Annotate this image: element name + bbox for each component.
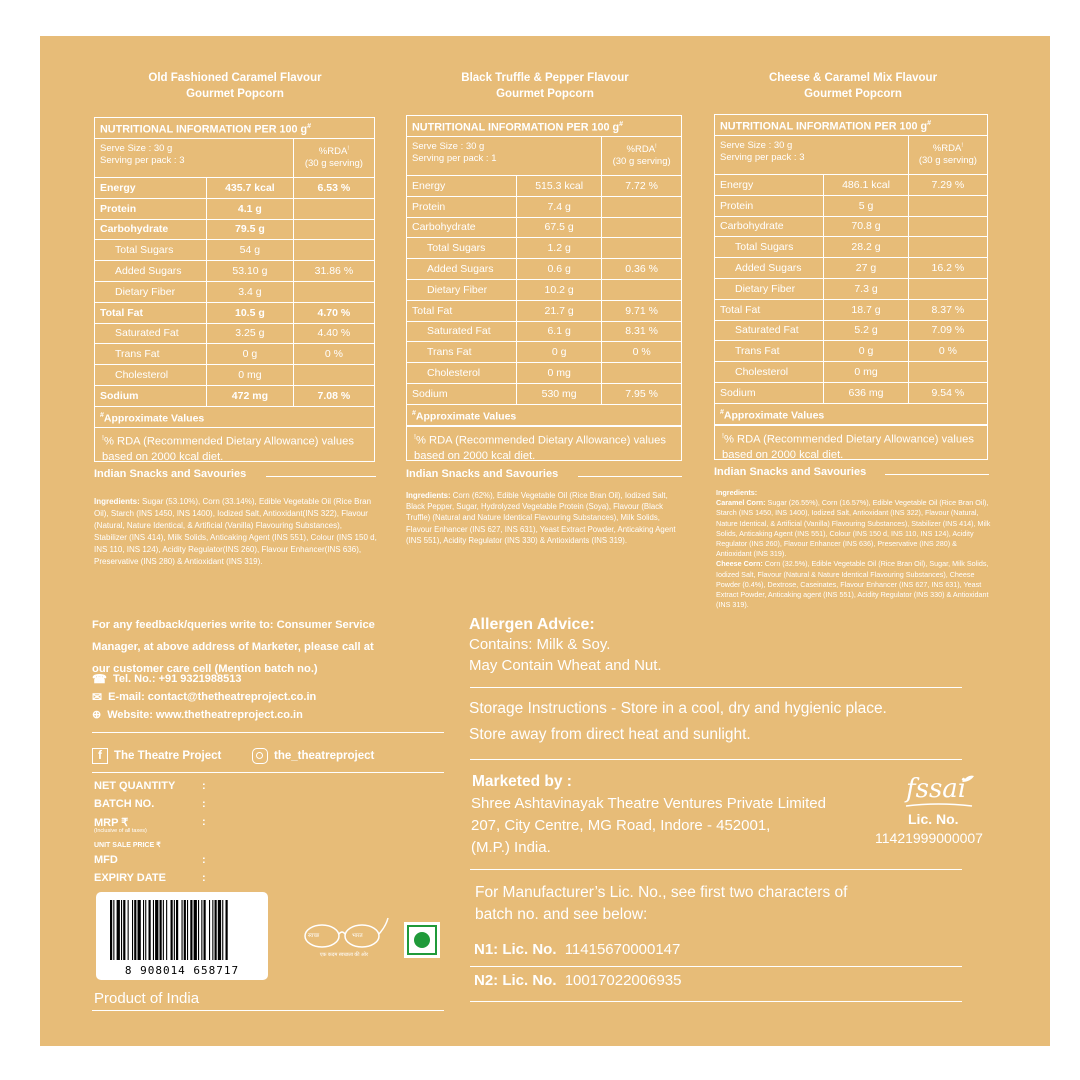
mfd-label: MFD bbox=[94, 854, 118, 866]
storage-line2: Store away from direct heat and sunlight. bbox=[469, 726, 751, 743]
marketed-by-line1: Shree Ashtavinayak Theatre Ventures Private Limited bbox=[471, 795, 826, 812]
divider bbox=[470, 1001, 962, 1002]
nutrient-label: Added Sugars bbox=[95, 261, 207, 282]
nutrient-value: 5.2 g bbox=[824, 320, 909, 341]
nutrient-rda: 4.40 % bbox=[293, 323, 374, 344]
barcode-bar bbox=[184, 900, 186, 960]
nutrient-value: 1.2 g bbox=[517, 238, 602, 259]
marketed-by-line2: 207, City Centre, MG Road, Indore - 452001, bbox=[471, 817, 771, 834]
nutrient-value: 0 mg bbox=[824, 362, 909, 383]
panel-1-title-line1: Old Fashioned Caramel Flavour bbox=[148, 72, 322, 84]
divider bbox=[92, 732, 444, 733]
manufacturer-line1: For Manufacturer’s Lic. No., see first two characters of bbox=[475, 884, 848, 901]
nutrient-label: Energy bbox=[407, 176, 517, 197]
nutrient-label: Protein bbox=[95, 198, 207, 219]
divider bbox=[470, 966, 962, 967]
rda-note-1: !% RDA (Recommended Dietary Allowance) values based on 2000 kcal diet. bbox=[94, 427, 375, 462]
nutrient-row bbox=[407, 321, 682, 342]
nutrient-value: 0 mg bbox=[207, 365, 294, 386]
panel-3-title bbox=[718, 70, 988, 102]
nutrient-label: Sodium bbox=[715, 382, 824, 403]
nutrient-row bbox=[95, 365, 375, 386]
nutrient-rda: 7.72 % bbox=[602, 176, 682, 197]
barcode-bar bbox=[110, 900, 112, 960]
nutrient-value: 435.7 kcal bbox=[207, 178, 294, 199]
nutrient-value: 18.7 g bbox=[824, 299, 909, 320]
n2-license bbox=[474, 971, 681, 991]
nutrient-row bbox=[715, 382, 988, 403]
rda-header: %RDA! (30 g serving) bbox=[293, 139, 374, 178]
nutrient-label: Dietary Fiber bbox=[715, 278, 824, 299]
category-label-3: Indian Snacks and Savouries bbox=[714, 466, 867, 478]
serving-row bbox=[407, 137, 682, 176]
nutrient-row bbox=[715, 299, 988, 320]
n1-number: 11415670000147 bbox=[564, 941, 681, 958]
barcode-bar bbox=[190, 900, 192, 960]
nutrient-label: Trans Fat bbox=[95, 344, 207, 365]
nutrient-label: Dietary Fiber bbox=[407, 279, 517, 300]
email-icon: ✉ bbox=[92, 690, 103, 704]
nutrient-value: 27 g bbox=[824, 258, 909, 279]
phone-icon: ☎ bbox=[92, 672, 107, 686]
nutrient-label: Saturated Fat bbox=[95, 323, 207, 344]
nutrient-value: 3.4 g bbox=[207, 281, 294, 302]
barcode bbox=[96, 892, 268, 980]
barcode-bar bbox=[212, 900, 213, 960]
nutrition-header: NUTRITIONAL INFORMATION PER 100 g# bbox=[95, 118, 375, 139]
nutrient-rda bbox=[908, 216, 987, 237]
divider bbox=[578, 476, 682, 477]
fssai-lic-label: Lic. No. bbox=[908, 811, 959, 827]
nutrient-row bbox=[95, 261, 375, 282]
nutrition-header: NUTRITIONAL INFORMATION PER 100 g# bbox=[715, 115, 988, 136]
nutrient-label: Trans Fat bbox=[715, 341, 824, 362]
approx-note: #Approximate Values bbox=[95, 406, 375, 427]
allergen-line2: May Contain Wheat and Nut. bbox=[469, 657, 662, 674]
nutrient-value: 4.1 g bbox=[207, 198, 294, 219]
feedback-text: For any feedback/queries write to: Consumer Service Manager, at above address of Marketer, please call at our customer care cell (Mention batch no.) bbox=[92, 619, 375, 675]
approx-note: #Approximate Values bbox=[715, 403, 988, 424]
contact-website: ⊕ Website: www.thetheatreproject.co.in bbox=[92, 708, 303, 721]
nutrient-rda: 4.70 % bbox=[293, 302, 374, 323]
nutrient-label: Total Sugars bbox=[715, 237, 824, 258]
nutrient-value: 67.5 g bbox=[517, 217, 602, 238]
rda-note-3: !% RDA (Recommended Dietary Allowance) values based on 2000 kcal diet. bbox=[714, 425, 988, 460]
nutrient-row bbox=[715, 320, 988, 341]
barcode-bar bbox=[117, 900, 120, 960]
nutrient-row bbox=[715, 237, 988, 258]
nutrient-label: Trans Fat bbox=[407, 342, 517, 363]
bharat-text: भारत bbox=[352, 933, 363, 939]
nutrient-rda: 8.37 % bbox=[908, 299, 987, 320]
swachh-bharat-logo bbox=[298, 916, 390, 962]
nutrient-value: 7.3 g bbox=[824, 278, 909, 299]
approx-note: #Approximate Values bbox=[407, 404, 682, 425]
approx-row bbox=[407, 404, 682, 425]
nutrient-label: Total Fat bbox=[715, 299, 824, 320]
nutrient-row bbox=[715, 278, 988, 299]
nutrient-label: Saturated Fat bbox=[407, 321, 517, 342]
barcode-bar bbox=[201, 900, 202, 960]
nutrient-label: Cholesterol bbox=[715, 362, 824, 383]
rda-note-2: !% RDA (Recommended Dietary Allowance) values based on 2000 kcal diet. bbox=[406, 426, 682, 461]
barcode-bar bbox=[171, 900, 173, 960]
allergen-title: Allergen Advice: bbox=[469, 616, 595, 633]
n2-number: 10017022006935 bbox=[564, 972, 682, 989]
net-quantity-label: NET QUANTITY bbox=[94, 780, 176, 792]
nutrient-label: Total Fat bbox=[95, 302, 207, 323]
nutrient-rda bbox=[602, 238, 682, 259]
barcode-bar bbox=[138, 900, 141, 960]
nutrient-rda bbox=[908, 362, 987, 383]
nutrient-rda bbox=[293, 198, 374, 219]
nutrient-rda: 0 % bbox=[602, 342, 682, 363]
colon: : bbox=[202, 798, 206, 810]
nutrient-rda bbox=[293, 365, 374, 386]
barcode-bar bbox=[160, 900, 162, 960]
nutrient-row bbox=[95, 178, 375, 199]
nutrition-table-2 bbox=[406, 115, 682, 426]
contact-email: ✉ E-mail: contact@thetheatreproject.co.in bbox=[92, 690, 317, 704]
nutrient-rda: 0.36 % bbox=[602, 259, 682, 280]
nutrient-row bbox=[95, 302, 375, 323]
nutrient-label: Protein bbox=[407, 196, 517, 217]
nutrient-value: 472 mg bbox=[207, 385, 294, 406]
batch-no-label: BATCH NO. bbox=[94, 798, 155, 810]
divider bbox=[885, 474, 989, 475]
n1-license bbox=[474, 940, 680, 960]
nutrient-row bbox=[715, 216, 988, 237]
nutrient-row bbox=[407, 383, 682, 404]
nutrient-rda bbox=[602, 279, 682, 300]
barcode-digits: 8 908014 658717 bbox=[124, 964, 240, 977]
nutrient-rda: 7.95 % bbox=[602, 383, 682, 404]
nutrient-row bbox=[95, 198, 375, 219]
nutrient-row bbox=[407, 259, 682, 280]
swachh-tagline: एक कदम स्वच्छता की ओर bbox=[319, 952, 369, 958]
barcode-bar bbox=[218, 900, 221, 960]
nutrient-rda bbox=[602, 217, 682, 238]
nutrient-label: Carbohydrate bbox=[95, 219, 207, 240]
ingredients-3: Ingredients: Caramel Corn: Sugar (26.55%), Corn (16.57%), Edible Vegetable Oil (Rice Bran Oil), Starch (INS 1450, INS 1400), Iodized Salt, Antioxidant (INS 322), Flavour (Natural, Nature Identical, & Artificial (Vanilla) Flavouring Substances), Stabilizer (INS 414), Milk Solids, Anticaking Agent (INS 551), Colour (INS 150 d, INS 110, INS 124), Acidity Regulator (INS 260), Flavour Enhancer (INS 636), Preservative (INS 280) & Antioxidant (INS 319). Cheese Corn: Corn (32.5%), Edible Vegetable Oil (Rice Bran Oil), Sugar, Milk Solids, Iodized Salt, Flavour (Natural & Nature Identical Flavouring Substances), Cheese Powder (0.4%), Dextrose, Caseinates, Flavour Enhancer (INS 627, INS 631), Yeast Extract Powder, Anticaking agent (INS 551), Acidity Regulator (INS 330) & Antioxidant (INS 319). bbox=[716, 488, 991, 610]
veg-mark bbox=[404, 922, 440, 958]
ingredients-2: Ingredients: Corn (62%), Edible Vegetable Oil (Rice Bran Oil), Iodized Salt, Black Pepper, Sugar, Hydrolyzed Vegetable Protein (Soya), Flavour (Black Truffle) (Natural and Nature Identical Flavouring Substances), Milk Solids, Flavour Enhancer (INS 627, INS 631), Yeast Extract Powder, Anticaking Agent (INS 551), Acidity Regulator (INS 330) & Antioxidants (INS 319). bbox=[406, 491, 676, 545]
barcode-bar bbox=[174, 900, 175, 960]
nutrient-value: 54 g bbox=[207, 240, 294, 261]
nutrition-header: NUTRITIONAL INFORMATION PER 100 g# bbox=[407, 116, 682, 137]
nutrient-label: Cholesterol bbox=[407, 363, 517, 384]
divider bbox=[266, 476, 376, 477]
barcode-bar bbox=[187, 900, 188, 960]
nutrient-row bbox=[95, 281, 375, 302]
nutrient-row bbox=[95, 385, 375, 406]
nutrient-rda: 31.86 % bbox=[293, 261, 374, 282]
nutrient-value: 3.25 g bbox=[207, 323, 294, 344]
nutrient-value: 530 mg bbox=[517, 383, 602, 404]
nutrient-value: 70.8 g bbox=[824, 216, 909, 237]
panel-1-title-line2: Gourmet Popcorn bbox=[186, 88, 284, 100]
panel-2-title-line1: Black Truffle & Pepper Flavour bbox=[461, 72, 629, 84]
nutrient-label: Added Sugars bbox=[715, 258, 824, 279]
colon: : bbox=[202, 816, 206, 828]
nutrient-row bbox=[715, 362, 988, 383]
barcode-bar bbox=[226, 900, 228, 960]
nutrient-value: 21.7 g bbox=[517, 300, 602, 321]
fssai-logo bbox=[902, 772, 976, 808]
colon: : bbox=[202, 872, 206, 884]
serving-info: Serve Size : 30 g Serving per pack : 1 bbox=[407, 137, 602, 176]
nutrient-value: 636 mg bbox=[824, 382, 909, 403]
manufacturer-line2: batch no. and see below: bbox=[475, 906, 648, 923]
nutrient-rda bbox=[293, 281, 374, 302]
nutrient-label: Total Fat bbox=[407, 300, 517, 321]
nutrient-row bbox=[95, 323, 375, 344]
barcode-bar bbox=[209, 900, 210, 960]
nutrient-rda: 9.71 % bbox=[602, 300, 682, 321]
barcode-bar bbox=[204, 900, 206, 960]
serving-info: Serve Size : 30 g Serving per pack : 3 bbox=[715, 136, 909, 175]
panel-2-title bbox=[410, 70, 680, 102]
barcode-bar bbox=[134, 900, 136, 960]
nutrient-value: 7.4 g bbox=[517, 196, 602, 217]
nutrient-value: 0 g bbox=[517, 342, 602, 363]
nutrient-label: Saturated Fat bbox=[715, 320, 824, 341]
barcode-bar bbox=[166, 900, 167, 960]
barcode-bar bbox=[143, 900, 144, 960]
nutrition-table-3 bbox=[714, 114, 988, 425]
colon: : bbox=[202, 854, 206, 866]
contact-tel: ☎ Tel. No.: +91 9321988513 bbox=[92, 672, 242, 686]
approx-row bbox=[715, 403, 988, 424]
fssai-logo-text: fssai bbox=[906, 774, 967, 804]
nutrient-row bbox=[95, 219, 375, 240]
nutrient-rda: 9.54 % bbox=[908, 382, 987, 403]
barcode-bar bbox=[163, 900, 164, 960]
nutrient-rda: 0 % bbox=[293, 344, 374, 365]
nutrient-value: 53.10 g bbox=[207, 261, 294, 282]
nutrient-rda bbox=[293, 240, 374, 261]
nutrient-value: 515.3 kcal bbox=[517, 176, 602, 197]
social-instagram: the_theatreproject bbox=[252, 748, 374, 764]
barcode-bar bbox=[222, 900, 223, 960]
panel-1-title bbox=[100, 70, 370, 102]
barcode-bar bbox=[121, 900, 122, 960]
serving-row bbox=[715, 136, 988, 175]
nutrient-value: 6.1 g bbox=[517, 321, 602, 342]
veg-dot-icon bbox=[414, 932, 430, 948]
nutrient-value: 486.1 kcal bbox=[824, 175, 909, 196]
divider bbox=[92, 1010, 444, 1011]
rda-header: %RDA! (30 g serving) bbox=[602, 137, 682, 176]
nutrient-rda bbox=[602, 363, 682, 384]
nutrient-value: 0 g bbox=[824, 341, 909, 362]
nutrient-row bbox=[95, 240, 375, 261]
nutrient-label: Carbohydrate bbox=[407, 217, 517, 238]
nutrient-rda: 0 % bbox=[908, 341, 987, 362]
nutrient-row bbox=[407, 363, 682, 384]
rda-header: %RDA! (30 g serving) bbox=[908, 136, 987, 175]
nutrient-rda bbox=[293, 219, 374, 240]
nutrient-value: 10.2 g bbox=[517, 279, 602, 300]
approx-row bbox=[95, 406, 375, 427]
barcode-bar bbox=[194, 900, 197, 960]
expiry-date-label: EXPIRY DATE bbox=[94, 872, 166, 884]
fssai-lic-number: 11421999000007 bbox=[875, 830, 983, 846]
nutrient-value: 79.5 g bbox=[207, 219, 294, 240]
nutrition-header-row bbox=[407, 116, 682, 137]
nutrient-label: Energy bbox=[95, 178, 207, 199]
nutrient-value: 10.5 g bbox=[207, 302, 294, 323]
nutrient-row bbox=[407, 238, 682, 259]
divider bbox=[470, 687, 962, 688]
panel-2-title-line2: Gourmet Popcorn bbox=[496, 88, 594, 100]
nutrient-value: 28.2 g bbox=[824, 237, 909, 258]
nutrient-row bbox=[715, 341, 988, 362]
nutrient-rda bbox=[908, 237, 987, 258]
n1-label: N1: Lic. No. bbox=[474, 941, 557, 958]
divider bbox=[470, 759, 962, 760]
nutrient-label: Dietary Fiber bbox=[95, 281, 207, 302]
barcode-bar bbox=[155, 900, 158, 960]
barcode-bar bbox=[215, 900, 217, 960]
nutrient-row bbox=[407, 300, 682, 321]
nutrient-label: Sodium bbox=[95, 385, 207, 406]
nutrient-rda bbox=[908, 195, 987, 216]
storage-line1: Storage Instructions - Store in a cool, dry and hygienic place. bbox=[469, 700, 887, 717]
nutrient-rda: 7.29 % bbox=[908, 175, 987, 196]
nutrient-label: Total Sugars bbox=[407, 238, 517, 259]
nutrient-row bbox=[95, 344, 375, 365]
divider bbox=[92, 772, 444, 773]
nutrient-label: Added Sugars bbox=[407, 259, 517, 280]
unit-sale-price-label: UNIT SALE PRICE ₹ bbox=[94, 842, 161, 849]
mrp-note: (Inclusive of all taxes) bbox=[94, 828, 147, 834]
barcode-bar bbox=[145, 900, 146, 960]
colon: : bbox=[202, 780, 206, 792]
social-facebook: f The Theatre Project bbox=[92, 748, 221, 764]
nutrition-table-1 bbox=[94, 117, 375, 428]
swachh-text: स्वच्छ bbox=[308, 933, 320, 939]
allergen-line1: Contains: Milk & Soy. bbox=[469, 636, 611, 653]
nutrient-row bbox=[407, 279, 682, 300]
barcode-bar bbox=[149, 900, 151, 960]
globe-icon: ⊕ bbox=[92, 709, 102, 721]
nutrient-rda: 7.09 % bbox=[908, 320, 987, 341]
marketed-by-title: Marketed by : bbox=[472, 773, 572, 790]
barcode-bar bbox=[176, 900, 178, 960]
instagram-icon bbox=[252, 748, 268, 764]
divider bbox=[470, 869, 962, 870]
category-label-1: Indian Snacks and Savouries bbox=[94, 468, 247, 480]
mrp-label: MRP ₹ bbox=[94, 817, 129, 829]
nutrient-row bbox=[407, 196, 682, 217]
barcode-bar bbox=[153, 900, 154, 960]
nutrient-row bbox=[407, 176, 682, 197]
panel-3-title-line2: Gourmet Popcorn bbox=[804, 88, 902, 100]
nutrient-row bbox=[715, 175, 988, 196]
barcode-bar bbox=[198, 900, 199, 960]
nutrient-label: Cholesterol bbox=[95, 365, 207, 386]
barcode-bar bbox=[123, 900, 125, 960]
nutrient-rda: 8.31 % bbox=[602, 321, 682, 342]
barcode-bar bbox=[132, 900, 133, 960]
nutrient-value: 0.6 g bbox=[517, 259, 602, 280]
barcode-bar bbox=[128, 900, 129, 960]
nutrient-label: Carbohydrate bbox=[715, 216, 824, 237]
category-label-2: Indian Snacks and Savouries bbox=[406, 468, 559, 480]
nutrient-rda: 7.08 % bbox=[293, 385, 374, 406]
marketed-by-line3: (M.P.) India. bbox=[471, 839, 551, 856]
nutrition-header-row bbox=[715, 115, 988, 136]
serving-info: Serve Size : 30 g Serving per pack : 3 bbox=[95, 139, 294, 178]
nutrient-rda bbox=[602, 196, 682, 217]
nutrient-row bbox=[407, 217, 682, 238]
barcode-bar bbox=[113, 900, 114, 960]
nutrient-label: Protein bbox=[715, 195, 824, 216]
nutrient-value: 0 mg bbox=[517, 363, 602, 384]
nutrient-label: Sodium bbox=[407, 383, 517, 404]
nutrient-value: 0 g bbox=[207, 344, 294, 365]
nutrient-label: Energy bbox=[715, 175, 824, 196]
n2-label: N2: Lic. No. bbox=[474, 972, 557, 989]
nutrition-header-row bbox=[95, 118, 375, 139]
barcode-bar bbox=[182, 900, 183, 960]
nutrient-row bbox=[715, 258, 988, 279]
product-of-india: Product of India bbox=[94, 990, 200, 1007]
facebook-icon: f bbox=[92, 748, 108, 764]
serving-row bbox=[95, 139, 375, 178]
nutrient-row bbox=[407, 342, 682, 363]
nutrient-rda bbox=[908, 278, 987, 299]
label-panel bbox=[40, 36, 1050, 1046]
nutrient-rda: 6.53 % bbox=[293, 178, 374, 199]
ingredients-1: Ingredients: Sugar (53.10%), Corn (33.14%), Edible Vegetable Oil (Rice Bran Oil), Starch (INS 1450, INS 1400), Iodized Salt, Antioxidant(INS 322), Flavour (Natural, Nature Identical, & Artificial (Vanilla) Flavouring Substances), Stabilizer (INS 414), Milk Solids, Anticaking Agent (INS 551), Colour (INS 150 d, INS 110, INS 124), Acidity Regulator(INS 260), Flavour Enhancer(INS 636), Preservative (INS 280) & Antioxidant (INS 319). bbox=[94, 497, 377, 566]
nutrient-value: 5 g bbox=[824, 195, 909, 216]
nutrient-rda: 16.2 % bbox=[908, 258, 987, 279]
fssai-leaf-icon bbox=[902, 772, 976, 808]
nutrient-label: Total Sugars bbox=[95, 240, 207, 261]
panel-3-title-line1: Cheese & Caramel Mix Flavour bbox=[768, 72, 938, 84]
nutrient-row bbox=[715, 195, 988, 216]
